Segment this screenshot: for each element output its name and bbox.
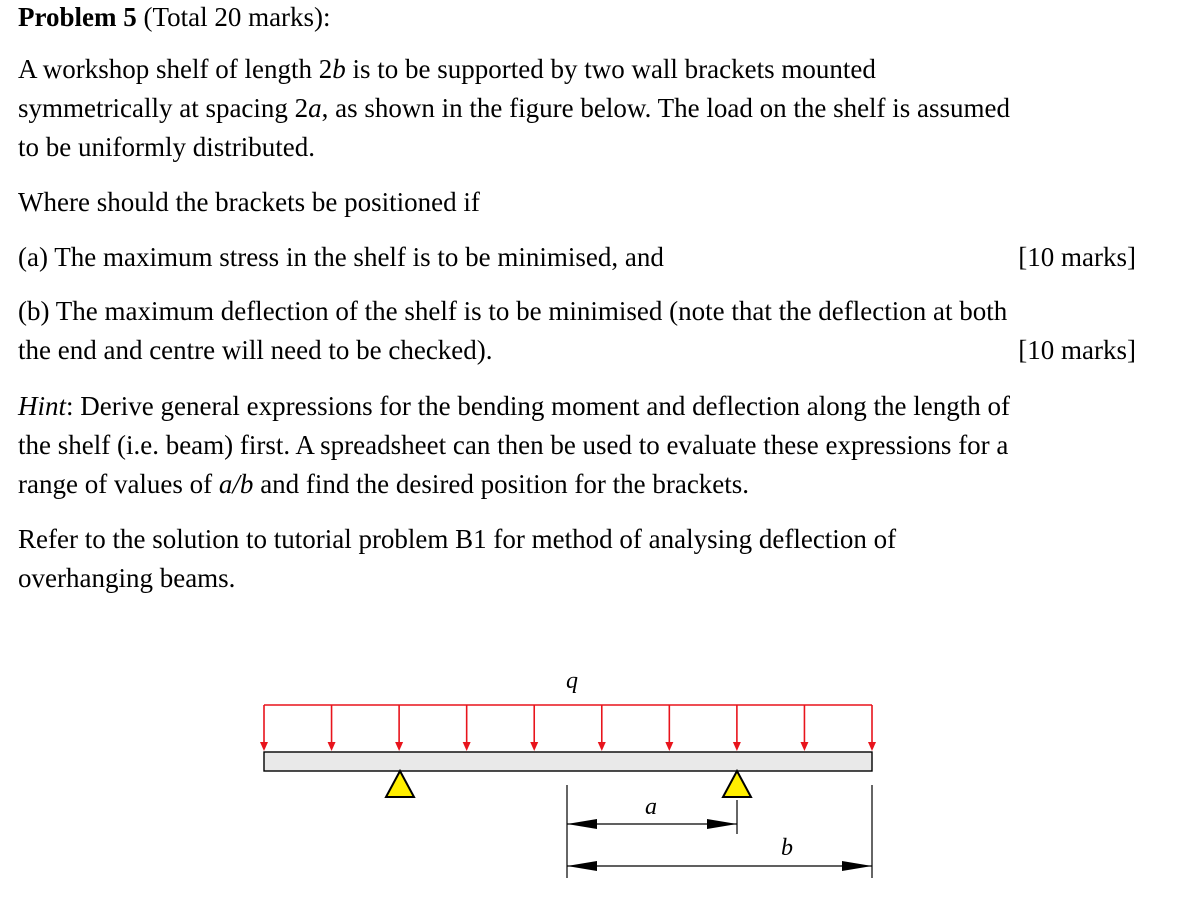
load-arrows <box>260 705 876 751</box>
intro-line-2: symmetrically at spacing 2a, as shown in the figure below. The load on the shelf is assumed <box>18 93 1011 123</box>
load-arrow-head <box>868 742 876 751</box>
reference-paragraph <box>18 520 896 598</box>
load-arrow-head <box>665 742 673 751</box>
dimension-b-label: b <box>781 835 793 861</box>
part-b-marks: [10 marks] <box>1018 335 1136 365</box>
hint-paragraph <box>18 387 1010 504</box>
problem-title <box>18 2 331 32</box>
part-b <box>18 292 1136 370</box>
load-arrow-head <box>260 742 268 751</box>
part-a-text: (a) The maximum stress in the shelf is to be minimised, and <box>18 242 664 272</box>
load-arrow-head <box>800 742 808 751</box>
intro-line-1: A workshop shelf of length 2b is to be supported by two wall brackets mounted <box>18 54 876 84</box>
part-b-line-1: (b) The maximum deflection of the shelf is to be minimised (note that the deflection at both <box>18 296 1008 326</box>
intro-line-3: to be uniformly distributed. <box>18 132 315 162</box>
intro-paragraph <box>18 50 1010 167</box>
hint-line-1: Hint: Derive general expressions for the bending moment and deflection along the length of <box>18 391 1010 421</box>
problem-total-marks: (Total 20 marks): <box>143 2 331 32</box>
dimension-a-arrowhead-left <box>567 819 597 829</box>
dimension-b-arrowhead-left <box>567 861 597 871</box>
right-bracket-support <box>723 771 751 797</box>
shelf-beam <box>264 752 872 771</box>
dimension-a-label: a <box>645 794 657 820</box>
load-arrow-head <box>328 742 336 751</box>
part-a-marks: [10 marks] <box>1018 242 1136 272</box>
load-arrow-head <box>463 742 471 751</box>
hint-line-3: range of values of a/b and find the desired position for the brackets. <box>18 469 750 499</box>
hint-line-2: the shelf (i.e. beam) first. A spreadsheet can then be used to evaluate these expressions for a <box>18 430 1009 460</box>
left-bracket-support <box>386 771 414 797</box>
load-arrow-head <box>395 742 403 751</box>
dimension-b-arrowhead-right <box>842 861 872 871</box>
load-arrow-head <box>598 742 606 751</box>
load-arrow-head <box>530 742 538 751</box>
reference-line-1: Refer to the solution to tutorial problem B1 for method of analysing deflection of <box>18 524 897 554</box>
load-arrow-head <box>733 742 741 751</box>
dimension-a-arrowhead-right <box>707 819 737 829</box>
reference-line-2: overhanging beams. <box>18 563 236 593</box>
question-text: Where should the brackets be positioned if <box>18 187 480 217</box>
problem-heading: Problem 5 <box>18 2 137 32</box>
part-b-line-2: the end and centre will need to be checked). <box>18 335 493 365</box>
load-label-q: q <box>566 668 578 694</box>
part-a <box>18 238 1136 277</box>
hint-label: Hint <box>18 391 67 421</box>
